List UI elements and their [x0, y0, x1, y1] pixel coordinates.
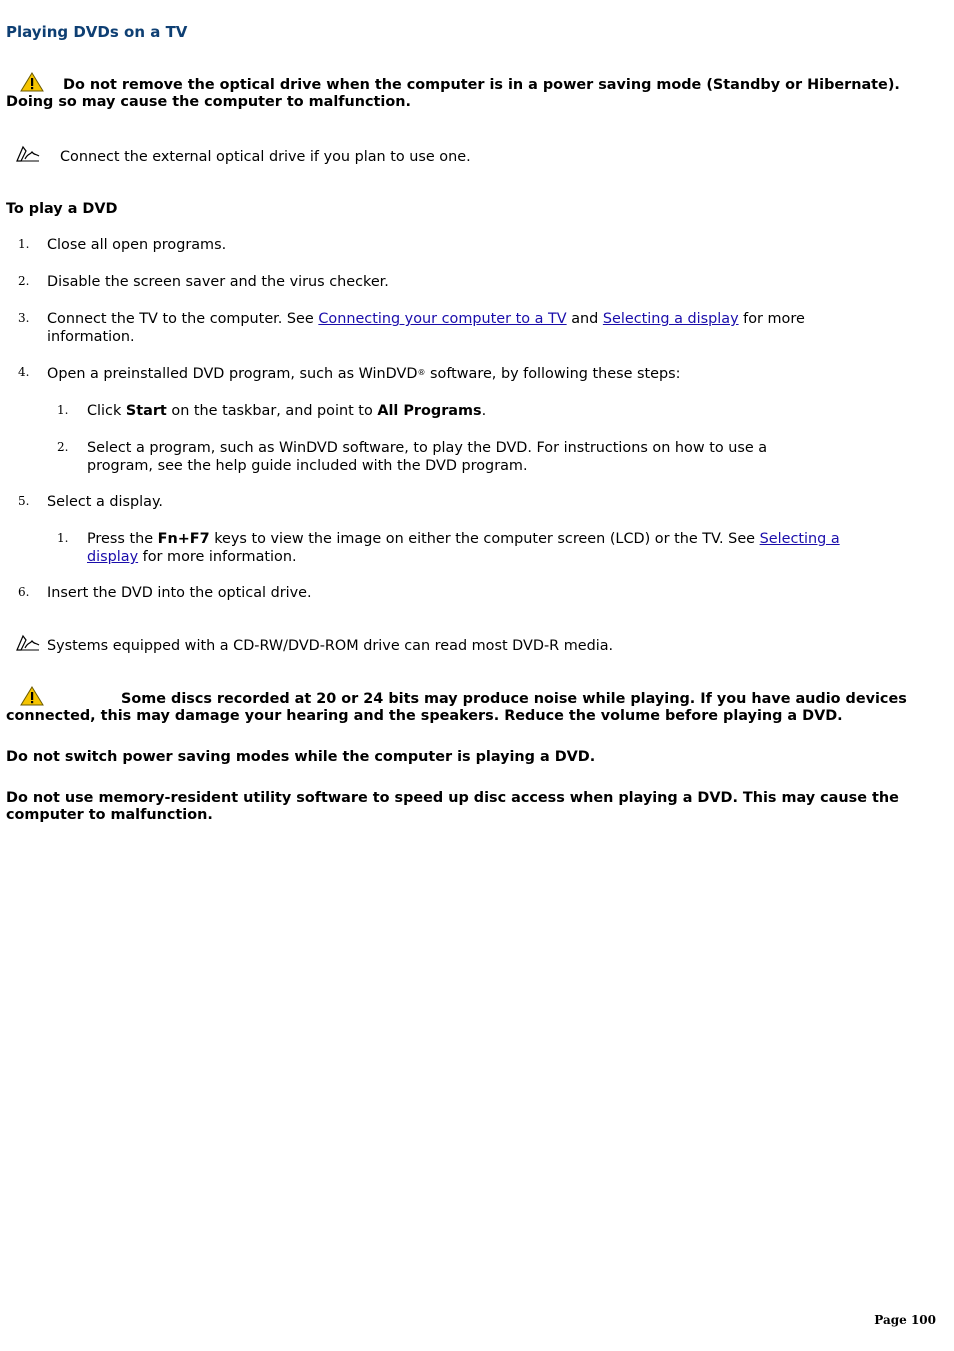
substep-text-part: Click: [87, 403, 126, 419]
step-text: Close all open programs.: [47, 237, 227, 253]
note-pen-icon: [15, 632, 41, 652]
step-text-part: Open a preinstalled DVD program, such as WinDVD: [47, 366, 418, 382]
step-text-part: software, by following these steps:: [425, 366, 681, 382]
note-dvd-r-media: Systems equipped with a CD-RW/DVD-ROM drive can read most DVD-R media.: [47, 638, 614, 654]
substep-text: Select a program, such as WinDVD software, to play the DVD. For instructions on how to use a program, see the help guide included with the DVD program.: [87, 440, 768, 474]
step-text-part: for more information.: [47, 311, 805, 345]
step-text-part: Connect the TV to the computer. See: [47, 311, 319, 327]
step-number: 4.: [18, 365, 30, 379]
substep-text: [87, 402, 486, 420]
link-selecting-display[interactable]: Selecting a display: [87, 531, 840, 565]
warning-power-modes: Do not switch power saving modes while the computer is playing a DVD.: [6, 749, 596, 765]
page-title: Playing DVDs on a TV: [6, 23, 188, 41]
step-number: 6.: [18, 585, 30, 599]
note-external-drive: Connect the external optical drive if you plan to use one.: [60, 149, 471, 165]
warning-memory-resident: Do not use memory-resident utility software to speed up disc access when playing a DVD. This may cause the computer to malfunction.: [6, 790, 899, 823]
link-selecting-display[interactable]: Selecting a display: [602, 311, 739, 327]
all-programs-label: All Programs: [377, 403, 482, 419]
substep-text: [87, 530, 887, 566]
substep-number: 2.: [57, 440, 69, 454]
step-number: 2.: [18, 274, 30, 288]
substep-text-part: Press the: [87, 531, 158, 547]
substep-number: 1.: [57, 403, 69, 417]
start-label: Start: [125, 403, 167, 419]
step-number: 1.: [18, 237, 30, 251]
warning-optical-drive: Do not remove the optical drive when the computer is in a power saving mode (Standby or Hibernate). Doing so may cause the computer to malfunction.: [6, 77, 900, 110]
step-text: [47, 364, 680, 383]
registered-mark: ®: [417, 368, 426, 377]
substep-text-part: keys to view the image on either the computer screen (LCD) or the TV. See: [209, 531, 760, 547]
substep-text-part: for more information.: [138, 549, 297, 565]
fn-f7-label: Fn+F7: [157, 531, 210, 547]
substep-text-part: on the taskbar, and point to: [166, 403, 378, 419]
step-text: Disable the screen saver and the virus checker.: [47, 274, 389, 290]
note-pen-icon: [15, 143, 41, 163]
step-text: Select a display.: [47, 494, 163, 510]
procedure-heading: To play a DVD: [6, 201, 118, 217]
step-text-part: and: [566, 311, 603, 327]
step-text: [47, 310, 847, 346]
substep-text-part: .: [481, 403, 487, 419]
page-number: Page 100: [874, 1313, 936, 1327]
step-number: 3.: [18, 311, 30, 325]
step-text: Insert the DVD into the optical drive.: [47, 585, 312, 601]
warning-disc-noise: Some discs recorded at 20 or 24 bits may produce noise while playing. If you have audio devices connected, this may damage your hearing and the speakers. Reduce the volume before playing a DVD.: [6, 691, 907, 724]
substep-number: 1.: [57, 531, 69, 545]
link-connecting-tv[interactable]: Connecting your computer to a TV: [318, 311, 567, 327]
step-number: 5.: [18, 494, 30, 508]
